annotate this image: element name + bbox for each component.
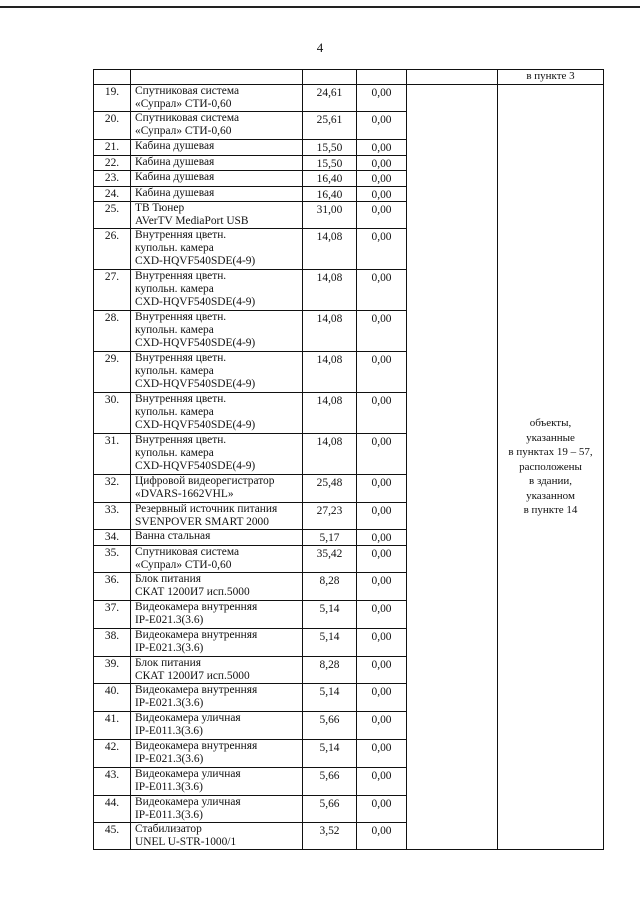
row-number: 40. bbox=[94, 683, 131, 711]
item-value2: 0,00 bbox=[357, 656, 407, 683]
item-value2: 0,00 bbox=[357, 795, 407, 822]
item-name: Блок питания СКАТ 1200И7 исп.5000 bbox=[131, 656, 303, 683]
table-row bbox=[94, 85, 604, 112]
item-name: Спутниковая система «Супрал» СТИ-0,60 bbox=[131, 545, 303, 572]
row-number: 25. bbox=[94, 202, 131, 229]
item-name: Спутниковая система «Супрал» СТИ-0,60 bbox=[131, 112, 303, 140]
item-name: Видеокамера уличная IP-E011.3(3.6) bbox=[131, 795, 303, 822]
item-value: 24,61 bbox=[303, 85, 357, 112]
row-number: 28. bbox=[94, 311, 131, 352]
item-name: Блок питания СКАТ 1200И7 исп.5000 bbox=[131, 572, 303, 600]
row-number: 35. bbox=[94, 545, 131, 572]
empty-column-cell bbox=[407, 85, 498, 850]
item-value: 14,08 bbox=[303, 352, 357, 393]
item-name: Спутниковая система «Супрал» СТИ-0,60 bbox=[131, 85, 303, 112]
row-number: 32. bbox=[94, 475, 131, 503]
top-border-line bbox=[0, 6, 640, 8]
item-name: Внутренняя цветн. купольн. камера CXD-HQVF540SDE(4-9) bbox=[131, 311, 303, 352]
item-value: 5,66 bbox=[303, 795, 357, 822]
item-value2: 0,00 bbox=[357, 545, 407, 572]
item-name: Внутренняя цветн. купольн. камера CXD-HQVF540SDE(4-9) bbox=[131, 229, 303, 270]
row-number: 29. bbox=[94, 352, 131, 393]
row-number: 36. bbox=[94, 572, 131, 600]
item-name: Внутренняя цветн. купольн. камера CXD-HQVF540SDE(4-9) bbox=[131, 434, 303, 475]
header-cell-num bbox=[94, 70, 131, 85]
item-value: 25,61 bbox=[303, 112, 357, 140]
item-value: 5,66 bbox=[303, 711, 357, 739]
row-number: 45. bbox=[94, 822, 131, 849]
row-number: 43. bbox=[94, 767, 131, 795]
item-value2: 0,00 bbox=[357, 393, 407, 434]
row-number: 42. bbox=[94, 739, 131, 767]
header-cell-empty bbox=[407, 70, 498, 85]
item-value2: 0,00 bbox=[357, 503, 407, 530]
item-value2: 0,00 bbox=[357, 112, 407, 140]
row-number: 33. bbox=[94, 503, 131, 530]
item-name: Ванна стальная bbox=[131, 530, 303, 546]
item-name: Видеокамера внутренняя IP-E021.3(3.6) bbox=[131, 739, 303, 767]
item-value2: 0,00 bbox=[357, 475, 407, 503]
header-note-cell: в пункте 3 bbox=[498, 70, 604, 85]
header-cell-name bbox=[131, 70, 303, 85]
merged-note-text: объекты, указанные в пунктах 19 – 57, расположены в здании, указанном в пункте 14 bbox=[508, 417, 593, 517]
item-name: Цифровой видеорегистратор «DVARS-1662VHL» bbox=[131, 475, 303, 503]
row-number: 30. bbox=[94, 393, 131, 434]
item-value2: 0,00 bbox=[357, 530, 407, 546]
page-number: 4 bbox=[316, 40, 324, 55]
row-number: 27. bbox=[94, 270, 131, 311]
item-value2: 0,00 bbox=[357, 140, 407, 156]
merged-note-cell bbox=[498, 85, 604, 850]
item-value: 14,08 bbox=[303, 270, 357, 311]
row-number: 31. bbox=[94, 434, 131, 475]
item-value: 5,66 bbox=[303, 767, 357, 795]
item-value2: 0,00 bbox=[357, 822, 407, 849]
row-number: 21. bbox=[94, 140, 131, 156]
item-value2: 0,00 bbox=[357, 352, 407, 393]
item-value2: 0,00 bbox=[357, 572, 407, 600]
item-value2: 0,00 bbox=[357, 171, 407, 187]
item-value2: 0,00 bbox=[357, 600, 407, 628]
item-value: 16,40 bbox=[303, 171, 357, 187]
row-number: 39. bbox=[94, 656, 131, 683]
item-name: Внутренняя цветн. купольн. камера CXD-HQVF540SDE(4-9) bbox=[131, 352, 303, 393]
item-value: 5,14 bbox=[303, 628, 357, 656]
item-value2: 0,00 bbox=[357, 683, 407, 711]
item-value: 31,00 bbox=[303, 202, 357, 229]
item-value: 25,48 bbox=[303, 475, 357, 503]
item-value: 16,40 bbox=[303, 186, 357, 202]
item-value: 5,17 bbox=[303, 530, 357, 546]
row-number: 26. bbox=[94, 229, 131, 270]
item-name: Стабилизатор UNEL U-STR-1000/1 bbox=[131, 822, 303, 849]
item-name: Видеокамера уличная IP-E011.3(3.6) bbox=[131, 767, 303, 795]
item-name: Кабина душевая bbox=[131, 171, 303, 187]
item-value: 27,23 bbox=[303, 503, 357, 530]
item-value: 8,28 bbox=[303, 656, 357, 683]
row-number: 19. bbox=[94, 85, 131, 112]
item-value: 5,14 bbox=[303, 600, 357, 628]
item-name: ТВ Тюнер AVerTV MediaPort USB bbox=[131, 202, 303, 229]
item-value2: 0,00 bbox=[357, 229, 407, 270]
row-number: 37. bbox=[94, 600, 131, 628]
item-name: Внутренняя цветн. купольн. камера CXD-HQVF540SDE(4-9) bbox=[131, 393, 303, 434]
header-cell-value2 bbox=[357, 70, 407, 85]
item-value2: 0,00 bbox=[357, 767, 407, 795]
row-number: 23. bbox=[94, 171, 131, 187]
item-value2: 0,00 bbox=[357, 711, 407, 739]
item-name: Видеокамера внутренняя IP-E021.3(3.6) bbox=[131, 600, 303, 628]
item-value2: 0,00 bbox=[357, 186, 407, 202]
table-header-row bbox=[94, 70, 604, 85]
item-name: Резервный источник питания SVENPOVER SMART 2000 bbox=[131, 503, 303, 530]
item-value2: 0,00 bbox=[357, 85, 407, 112]
item-value: 5,14 bbox=[303, 683, 357, 711]
row-number: 44. bbox=[94, 795, 131, 822]
item-value: 3,52 bbox=[303, 822, 357, 849]
item-name: Видеокамера внутренняя IP-E021.3(3.6) bbox=[131, 628, 303, 656]
row-number: 34. bbox=[94, 530, 131, 546]
row-number: 22. bbox=[94, 155, 131, 171]
item-value: 5,14 bbox=[303, 739, 357, 767]
item-value: 35,42 bbox=[303, 545, 357, 572]
item-name: Кабина душевая bbox=[131, 155, 303, 171]
item-name: Внутренняя цветн. купольн. камера CXD-HQVF540SDE(4-9) bbox=[131, 270, 303, 311]
item-value: 14,08 bbox=[303, 311, 357, 352]
item-value: 8,28 bbox=[303, 572, 357, 600]
item-name: Кабина душевая bbox=[131, 186, 303, 202]
item-value2: 0,00 bbox=[357, 202, 407, 229]
inventory-table bbox=[93, 69, 604, 850]
item-value: 15,50 bbox=[303, 140, 357, 156]
item-value2: 0,00 bbox=[357, 434, 407, 475]
row-number: 38. bbox=[94, 628, 131, 656]
item-value: 14,08 bbox=[303, 393, 357, 434]
row-number: 41. bbox=[94, 711, 131, 739]
item-value2: 0,00 bbox=[357, 155, 407, 171]
item-value: 14,08 bbox=[303, 434, 357, 475]
item-value2: 0,00 bbox=[357, 311, 407, 352]
item-value2: 0,00 bbox=[357, 270, 407, 311]
item-value: 14,08 bbox=[303, 229, 357, 270]
item-value: 15,50 bbox=[303, 155, 357, 171]
item-value2: 0,00 bbox=[357, 739, 407, 767]
item-value2: 0,00 bbox=[357, 628, 407, 656]
row-number: 20. bbox=[94, 112, 131, 140]
header-cell-value bbox=[303, 70, 357, 85]
item-name: Кабина душевая bbox=[131, 140, 303, 156]
item-name: Видеокамера внутренняя IP-E021.3(3.6) bbox=[131, 683, 303, 711]
item-name: Видеокамера уличная IP-E011.3(3.6) bbox=[131, 711, 303, 739]
row-number: 24. bbox=[94, 186, 131, 202]
